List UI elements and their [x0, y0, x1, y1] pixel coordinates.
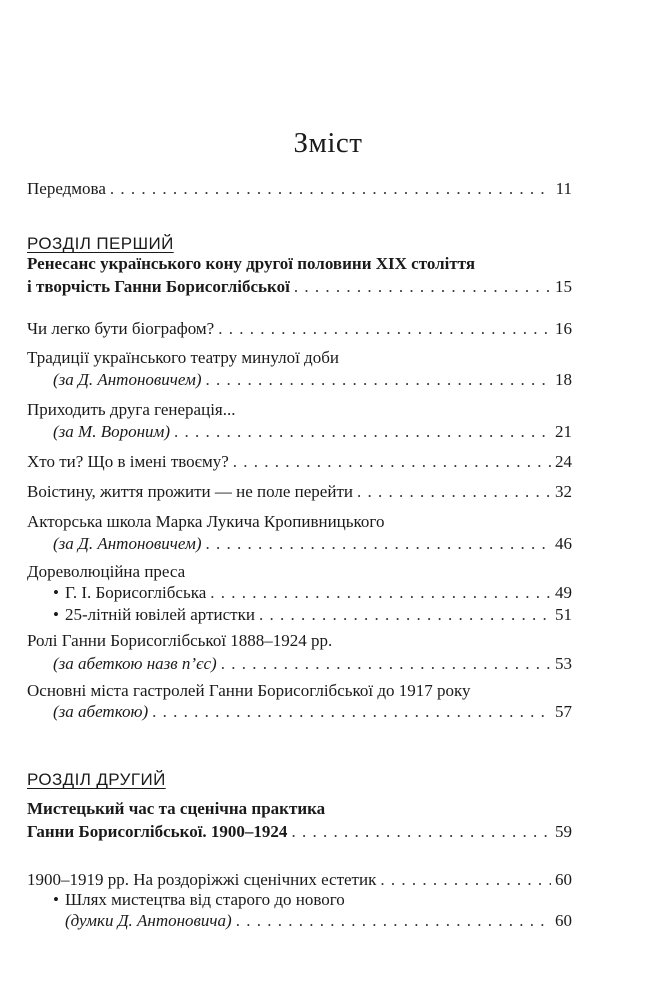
dot-leader: [357, 481, 551, 503]
toc-page-number: 16: [555, 319, 572, 338]
dot-leader: [233, 451, 551, 473]
dot-leader: [206, 533, 551, 555]
section-heading-line2: Ганни Борисоглібської. 1900–1924: [27, 822, 288, 841]
toc-page-number: 49: [555, 583, 572, 602]
toc-entry-text: 1900–1919 рр. На роздоріжжі сценічних естетик: [27, 870, 377, 889]
page-title: Зміст: [293, 127, 363, 159]
toc-entry-text[interactable]: Приходить друга генерація...: [27, 400, 236, 419]
toc-entry-text: Хто ти? Що в імені твоєму?: [27, 452, 229, 471]
toc-page-number: 51: [555, 605, 572, 624]
toc-entry[interactable]: [27, 318, 572, 340]
toc-entry-text[interactable]: Основні міста гастролей Ганни Борисоглібської до 1917 року: [27, 681, 471, 700]
section-heading-part1[interactable]: [27, 276, 572, 298]
dot-leader: [110, 178, 552, 200]
toc-entry[interactable]: [53, 369, 572, 391]
section-heading-line1: Ренесанс українського кону другої половини XIX століття: [27, 254, 476, 273]
toc-entry-text[interactable]: Акторська школа Марка Лукича Кропивницького: [27, 512, 385, 531]
section-heading-line2: і творчість Ганни Борисоглібської: [27, 277, 290, 296]
dot-leader: [152, 701, 551, 723]
toc-entry-text[interactable]: Ролі Ганни Борисоглібської 1888–1924 рр.: [27, 631, 333, 650]
toc-entry-text: • Г. І. Борисоглібська: [53, 582, 206, 604]
section-label-part2: РОЗДІЛ ДРУГИЙ: [27, 770, 166, 789]
dot-leader: [236, 910, 551, 932]
dot-leader: [218, 318, 551, 340]
toc-entry[interactable]: [27, 869, 572, 891]
dot-leader: [206, 369, 551, 391]
toc-entry-subtitle: (за абеткою назв п’єс): [53, 654, 217, 673]
dot-leader: [291, 821, 551, 843]
toc-entry-subtitle: (думки Д. Антоновича): [65, 911, 232, 930]
toc-page-number: 57: [555, 702, 572, 721]
toc-page-number: 60: [555, 911, 572, 930]
toc-entry-subtitle: (за абеткою): [53, 702, 149, 721]
toc-entry[interactable]: [53, 653, 572, 675]
dot-leader: [294, 276, 551, 298]
toc-entry-text[interactable]: [53, 889, 560, 911]
toc-entry-text[interactable]: Традиції українського театру минулої доби: [27, 348, 339, 367]
toc-entry[interactable]: [53, 604, 572, 626]
toc-entry[interactable]: [53, 421, 572, 443]
toc-page-number: 32: [555, 482, 572, 501]
toc-entry-text: Воістину, життя прожити — не поле перейти: [27, 482, 353, 501]
toc-entry-text: Передмова: [27, 179, 106, 198]
toc-page-number: 46: [555, 534, 572, 553]
toc-page-number: 11: [555, 179, 572, 198]
section-label-part1: РОЗДІЛ ПЕРШИЙ: [27, 234, 174, 253]
toc-page-number: 60: [555, 870, 572, 889]
toc-entry-text: • 25-літній ювілей артистки: [53, 604, 255, 626]
toc-entry-subtitle: (за Д. Антоновичем): [53, 534, 202, 553]
toc-page-number: 15: [555, 277, 572, 296]
toc-page-number: 21: [555, 422, 572, 441]
toc-entry-text: • Шлях мистецтва від старого до нового: [53, 890, 345, 909]
toc-entry-text[interactable]: Дореволюційна преса: [27, 562, 186, 581]
toc-page-number: 24: [555, 452, 572, 471]
toc-entry-subtitle: (за Д. Антоновичем): [53, 370, 202, 389]
section-heading-part2[interactable]: [27, 821, 572, 843]
toc-entry-text: Чи легко бути біографом?: [27, 319, 215, 338]
toc-page-number: 53: [555, 654, 572, 673]
section-heading-line1: Мистецький час та сценічна практика: [27, 799, 326, 818]
toc-entry-foreword[interactable]: [27, 178, 572, 200]
toc-entry[interactable]: [65, 910, 572, 932]
toc-entry[interactable]: [53, 582, 572, 604]
toc-entry[interactable]: [27, 481, 572, 503]
toc-entry[interactable]: [53, 533, 572, 555]
dot-leader: [174, 421, 551, 443]
dot-leader: [210, 582, 551, 604]
toc-page-number: 18: [555, 370, 572, 389]
dot-leader: [380, 869, 551, 891]
toc-entry-subtitle: (за М. Вороним): [53, 422, 171, 441]
toc-entry[interactable]: [53, 701, 572, 723]
dot-leader: [221, 653, 551, 675]
toc-page-number: 59: [555, 822, 572, 841]
dot-leader: [259, 604, 551, 626]
toc-entry[interactable]: [27, 451, 572, 473]
